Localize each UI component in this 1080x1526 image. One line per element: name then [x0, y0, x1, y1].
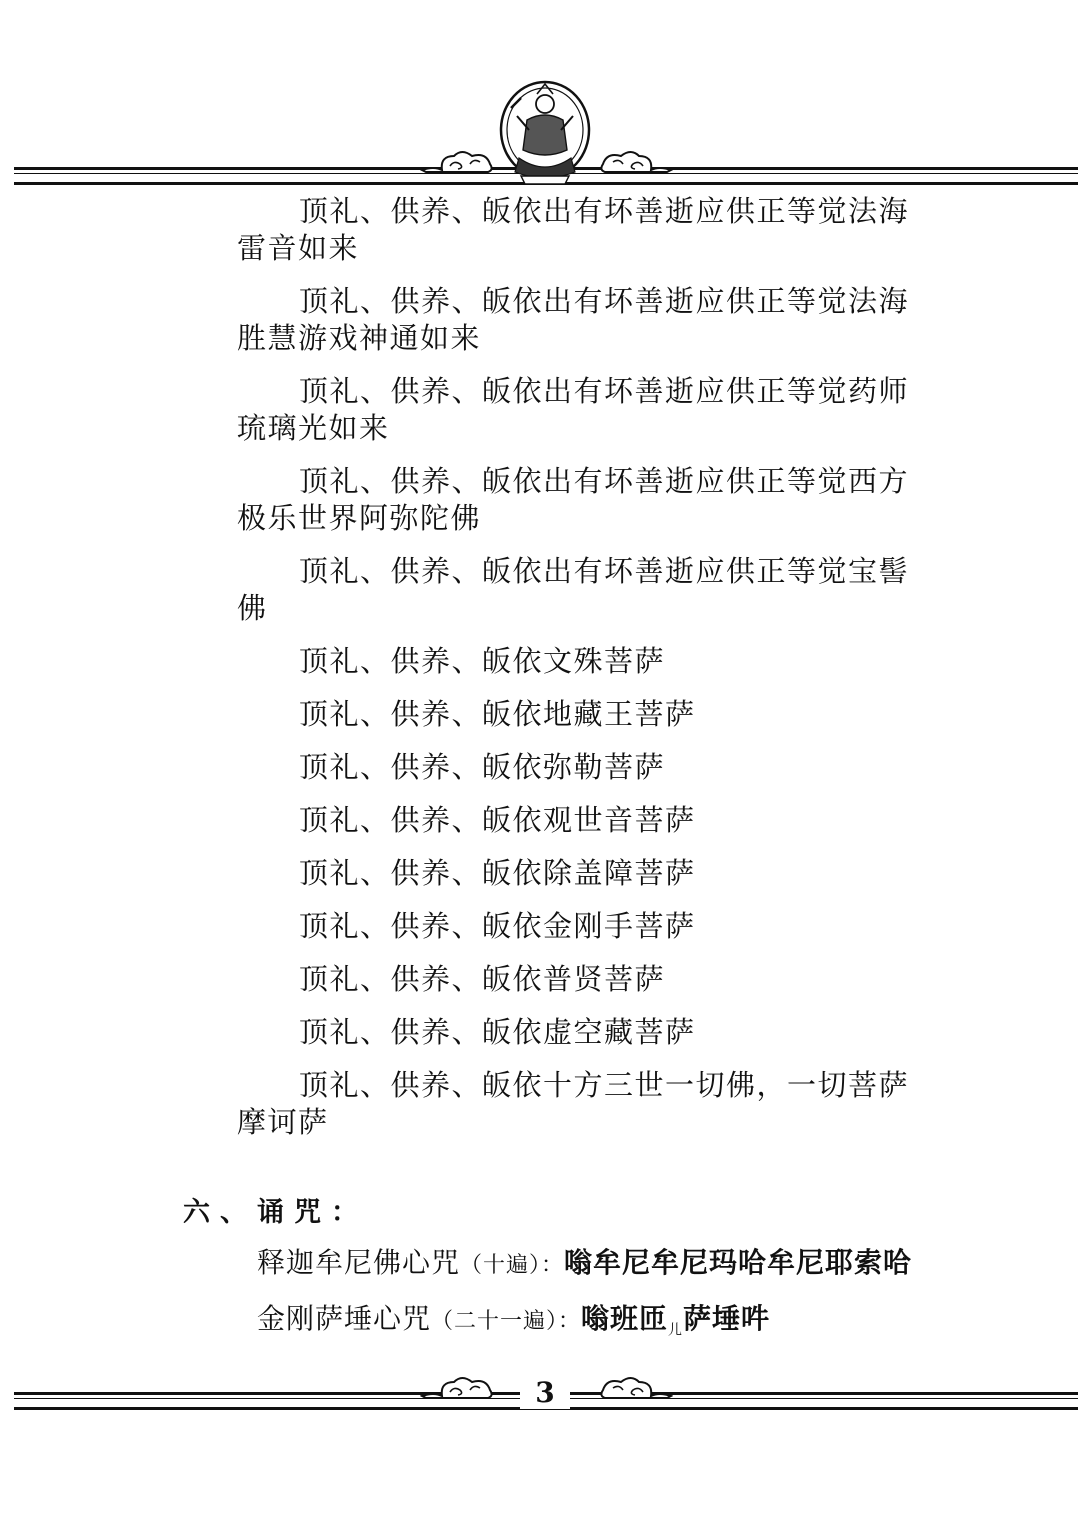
mantra-name: 金刚萨埵心咒	[257, 1302, 432, 1335]
homage-line: 顶礼、供养、皈依出有坏善逝应供正等觉法海胜慧游戏神通如来	[237, 284, 910, 355]
mantra-line	[183, 1244, 923, 1284]
homage-line: 顶礼、供养、皈依十方三世一切佛，一切菩萨摩诃萨	[237, 1068, 910, 1139]
mantra-sound: 嗡班匝	[581, 1302, 669, 1335]
mantra-block	[183, 1244, 923, 1350]
homage-line: 顶礼、供养、皈依出有坏善逝应供正等觉法海雷音如来	[237, 194, 910, 265]
homage-line: 顶礼、供养、皈依地藏王菩萨	[299, 697, 696, 731]
mantra-sub: 儿	[668, 1322, 684, 1339]
mantra-sound: 嗡牟尼牟尼玛哈牟尼耶索哈	[564, 1246, 913, 1279]
homage-list	[237, 193, 917, 1157]
homage-line: 顶礼、供养、皈依虚空藏菩萨	[299, 1015, 696, 1049]
homage-line: 顶礼、供养、皈依除盖障菩萨	[299, 856, 696, 890]
auspicious-cloud-icon	[598, 1374, 673, 1402]
homage-line: 顶礼、供养、皈依金刚手菩萨	[299, 909, 696, 943]
auspicious-cloud-icon	[420, 148, 495, 176]
mantra-sound-tail: 萨埵吽	[683, 1302, 771, 1335]
mantra-count: （十遍）：	[460, 1253, 565, 1278]
auspicious-cloud-icon	[420, 1374, 495, 1402]
manjushri-figure-icon	[497, 80, 593, 188]
mantra-name: 释迦牟尼佛心咒	[257, 1246, 461, 1279]
page-number: 3	[520, 1376, 570, 1409]
section-title: 六、诵咒：	[183, 1197, 368, 1228]
homage-line: 顶礼、供养、皈依出有坏善逝应供正等觉宝髻佛	[237, 554, 910, 625]
mantra-line	[183, 1300, 923, 1350]
homage-line: 顶礼、供养、皈依普贤菩萨	[299, 962, 666, 996]
auspicious-cloud-icon	[598, 148, 673, 176]
homage-line: 顶礼、供养、皈依观世音菩萨	[299, 803, 696, 837]
mantra-count: （二十一遍）：	[431, 1309, 582, 1334]
homage-line: 顶礼、供养、皈依弥勒菩萨	[299, 750, 666, 784]
homage-line: 顶礼、供养、皈依出有坏善逝应供正等觉西方极乐世界阿弥陀佛	[237, 464, 910, 535]
homage-line: 顶礼、供养、皈依出有坏善逝应供正等觉药师琉璃光如来	[237, 374, 910, 445]
section-heading	[183, 1190, 923, 1229]
homage-line: 顶礼、供养、皈依文殊菩萨	[299, 644, 666, 678]
